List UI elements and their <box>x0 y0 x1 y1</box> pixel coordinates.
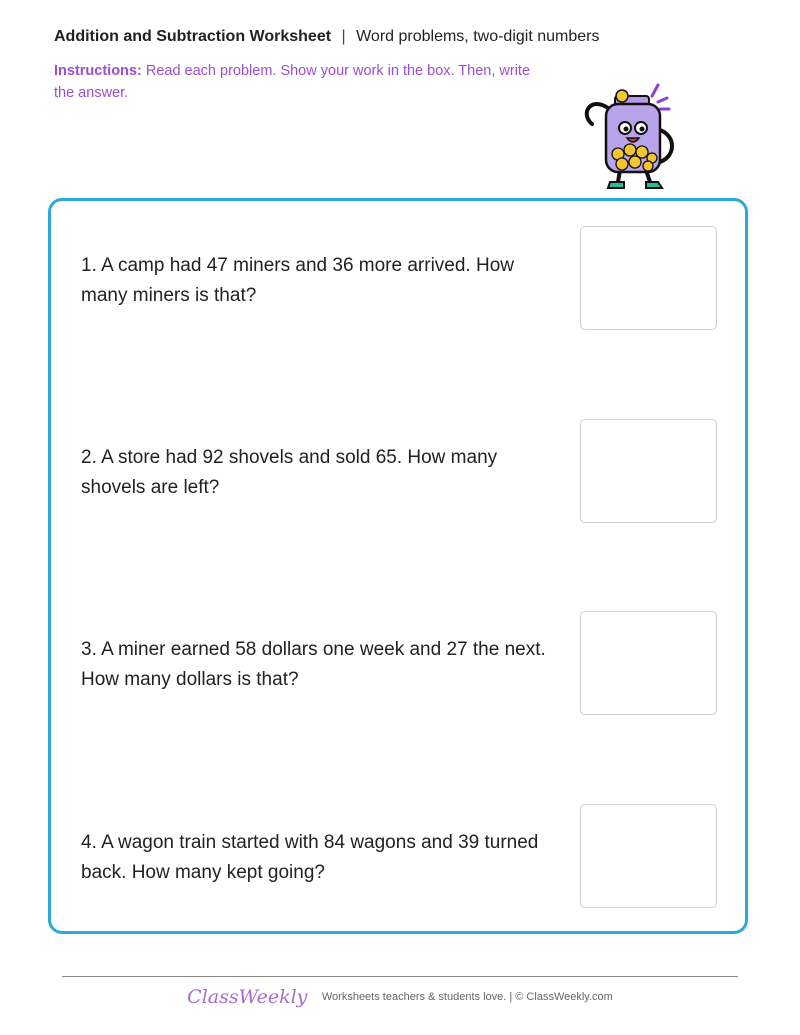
instructions-lead: Instructions: <box>54 63 142 79</box>
coin-jar-mascot-icon <box>572 78 682 196</box>
problem-1: 1. A camp had 47 miners and 36 more arrived. How many miners is that? <box>81 255 515 306</box>
problem-2: 2. A store had 92 shovels and sold 65. How many shovels are left? <box>81 447 498 498</box>
problem-3: 3. A miner earned 58 dollars one week and 27 the next. How many dollars is that? <box>81 639 546 690</box>
answer-box-3[interactable] <box>580 611 717 715</box>
answer-box-2[interactable] <box>580 419 717 523</box>
worksheet-subtitle: Word problems, two-digit numbers <box>356 28 600 45</box>
footer-divider <box>62 976 738 977</box>
instructions-text: Read each problem. Show your work in the box. Then, write the answer. <box>54 63 531 101</box>
answer-box-4[interactable] <box>580 804 717 908</box>
worksheet-title: Addition and Subtraction Worksheet <box>54 28 332 45</box>
footer <box>0 986 800 1008</box>
answer-box-1[interactable] <box>580 226 717 330</box>
problem-4: 4. A wagon train started with 84 wagons and 39 turned back. How many kept going? <box>81 832 539 883</box>
footer-tagline: Worksheets teachers & students love. | © ClassWeekly.com <box>321 991 613 1003</box>
instructions <box>54 60 554 104</box>
worksheet-header <box>54 28 599 46</box>
brand-logo: ClassWeekly <box>187 986 308 1008</box>
header-separator: | <box>341 28 346 45</box>
